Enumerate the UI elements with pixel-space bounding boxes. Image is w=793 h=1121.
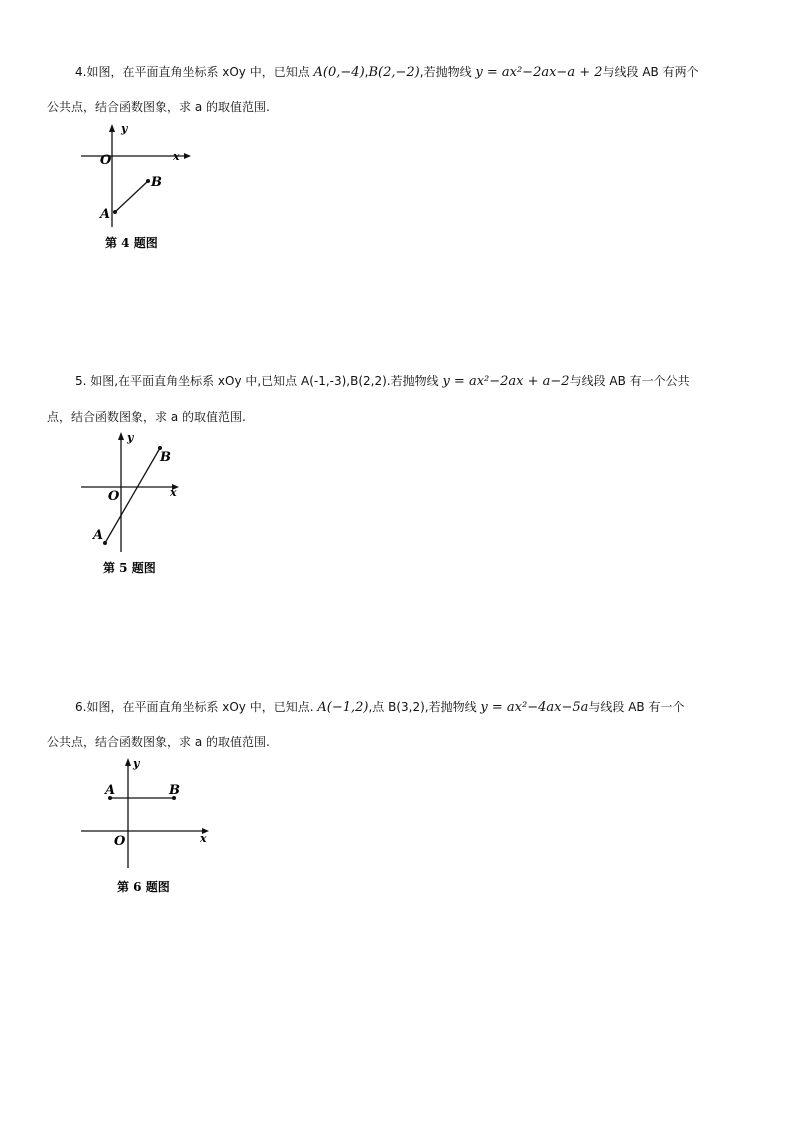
point-a-dot — [113, 210, 117, 214]
problem-4-graph — [75, 115, 205, 255]
problem-5-graph — [75, 425, 205, 580]
problem-4-figure — [75, 115, 205, 255]
problem-6-mid: ,点 B(3,2),若抛物线 — [368, 700, 481, 714]
y-axis-arrow — [125, 758, 131, 766]
problem-6-text: 6.如图，在平面直角坐标系 xOy 中，已知点. — [75, 700, 318, 714]
figure-caption: 第 6 题图 — [117, 880, 170, 894]
figure-caption: 第 4 题图 — [105, 236, 158, 250]
problem-6-line-2: 公共点，结合函数图象，求 a 的取值范围. — [47, 735, 270, 749]
y-axis-label: y — [127, 431, 134, 444]
x-axis-label: x — [173, 150, 180, 163]
problem-6-equation: y = ax²−4ax−5a — [480, 700, 589, 715]
x-axis-label: x — [170, 486, 177, 499]
origin-label: O — [108, 489, 120, 504]
problem-5-line-2: 点，结合函数图象，求 a 的取值范围. — [47, 410, 246, 424]
problem-4-point-a: A(0,−4) — [313, 65, 365, 80]
problem-6-tail: 与线段 AB 有一个 — [588, 700, 685, 714]
y-axis-arrow — [109, 124, 115, 132]
y-axis-label: y — [121, 122, 128, 135]
problem-4-mid: ,若抛物线 — [419, 65, 476, 79]
figure-caption: 第 5 题图 — [103, 561, 156, 575]
problem-5-line-1 — [75, 373, 690, 390]
point-a-label: A — [93, 528, 104, 543]
problem-4-equation: y = ax²−2ax−a + 2 — [475, 65, 603, 80]
problem-4-tail: 与线段 AB 有两个 — [602, 65, 699, 79]
point-b-label: B — [160, 450, 171, 465]
y-axis-arrow — [118, 432, 124, 440]
x-axis-label: x — [200, 832, 207, 845]
problem-4-line-1 — [75, 64, 699, 81]
point-a-label: A — [100, 207, 111, 222]
problem-6-graph — [75, 750, 220, 900]
problem-4-text: 4.如图，在平面直角坐标系 xOy 中，已知点 — [75, 65, 314, 79]
problem-5-tail: 与线段 AB 有一个公共 — [569, 374, 690, 388]
problem-4-sep: , — [364, 65, 369, 79]
point-a-label: A — [105, 783, 116, 798]
problem-4-point-b: B(2,−2) — [368, 65, 420, 80]
point-b-label: B — [169, 783, 180, 798]
problem-4-line-2: 公共点，结合函数图象，求 a 的取值范围. — [47, 100, 270, 114]
point-b-dot — [146, 179, 150, 183]
problem-6-line-1 — [75, 699, 684, 716]
point-a-dot — [103, 541, 107, 545]
origin-label: O — [100, 153, 112, 168]
problem-5-figure — [75, 425, 205, 580]
point-b-label: B — [151, 175, 162, 190]
problem-5-equation: y = ax²−2ax + a−2 — [442, 374, 570, 389]
problem-6-figure — [75, 750, 220, 900]
y-axis-label: y — [133, 757, 140, 770]
x-axis-arrow — [184, 153, 191, 159]
segment-ab — [115, 181, 148, 212]
problem-5-text: 5. 如图,在平面直角坐标系 xOy 中,已知点 A(-1,-3),B(2,2).若抛物线 — [75, 374, 443, 388]
problem-6-point-a: A(−1,2) — [317, 700, 369, 715]
origin-label: O — [114, 834, 126, 849]
